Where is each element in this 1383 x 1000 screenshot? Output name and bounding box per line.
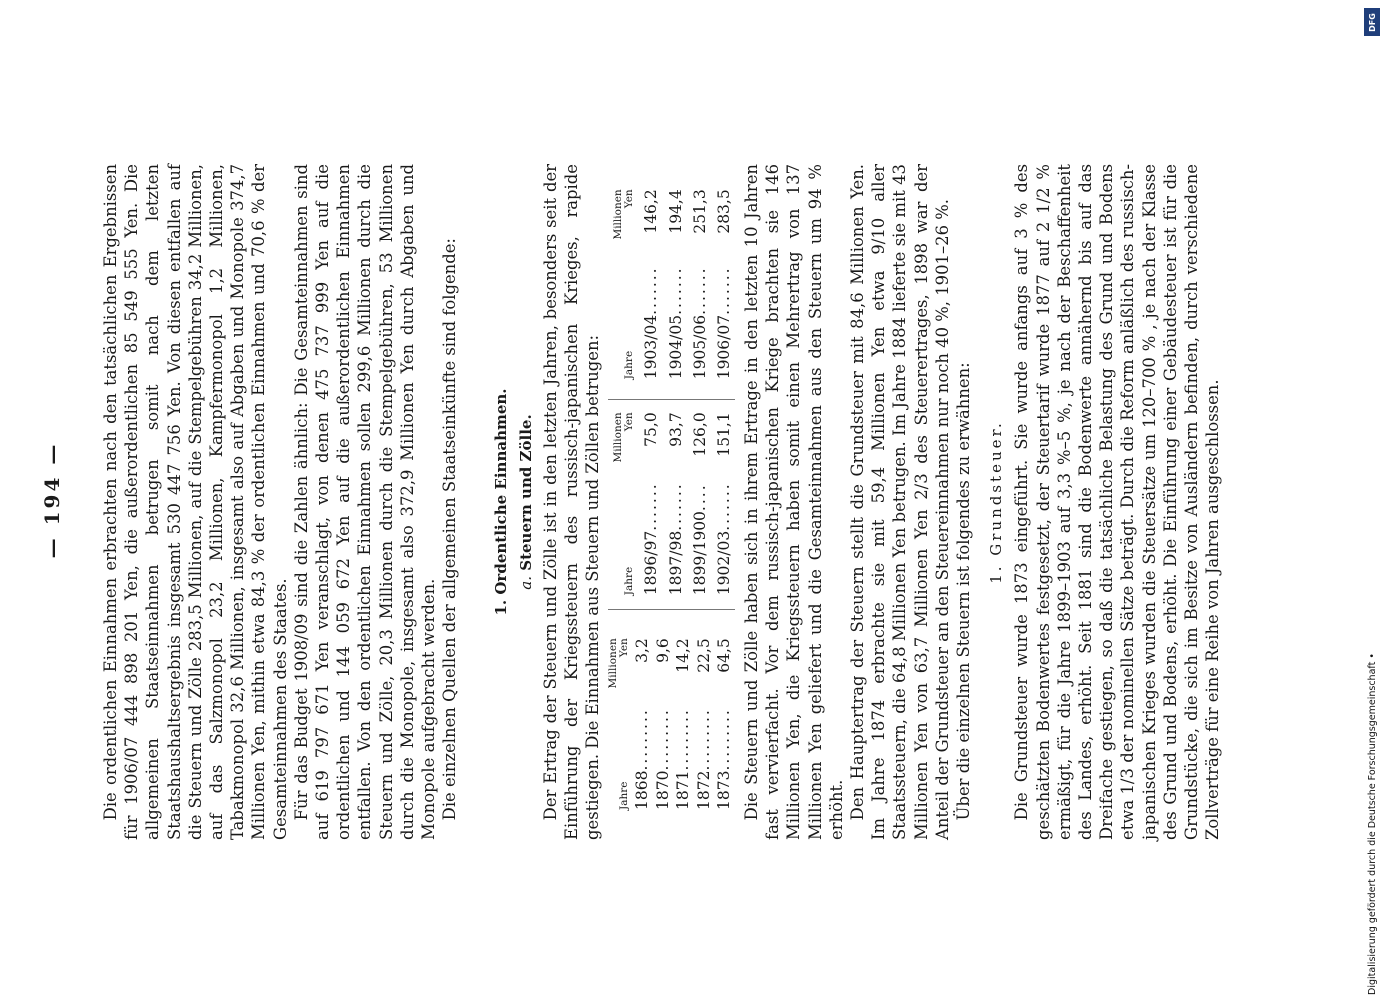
- column-header-value: Millionen Yen: [612, 412, 636, 463]
- table-row: 1873......... 64,5: [714, 626, 735, 810]
- year-cell: 1904/05: [666, 314, 685, 380]
- year-cell: 1868: [633, 770, 652, 810]
- value-cell: 14,2: [674, 638, 693, 673]
- value-cell: 283,5: [715, 189, 734, 234]
- subsection-title: Steuern und Zölle.: [516, 414, 535, 571]
- paragraph: Der Ertrag der Steuern und Zölle ist in den letzten Jahren, besonders seit der Einführung der Kriegssteuern des russisch-japanischen Krieges, rapide gestiegen. Die Einnahmen aus Steuern und Zöllen betrugen:: [540, 164, 603, 840]
- table-row: 1899/1900.... 126,0: [686, 400, 710, 610]
- table-row: 1868......... 3,2: [632, 626, 653, 810]
- column-header-value: Millionen Yen: [607, 638, 631, 689]
- section-heading: 1. Ordentliche Einnahmen.: [492, 388, 511, 616]
- paragraph: Über die einzelnen Steuern ist folgendes zu erwähnen:: [954, 362, 973, 821]
- digitization-credit: [1362, 0, 1383, 1000]
- year-cell: 1899/1900: [690, 511, 709, 596]
- paragraph: Für das Budget 1908/09 sind die Zahlen ähnlich: Die Gesamteinnahmen sind auf 619 797 671 Yen veranschlagt, von denen 475 737 999 Yen auf die ordentlichen und 144 059 672 Yen auf die außerordentlichen Einnahmen entfallen. Von den ordentlichen Einnahmen sollen 299,6 Millionen durch die Steuern und Zölle, 20,3 Millionen durch die Stempelgebühren, 53 Millionen durch die Monopole, insgesamt also 372,9 Millionen Yen durch Abgaben und Monopole aufgebracht werden.: [291, 164, 439, 840]
- year-cell: 1903/04: [642, 314, 661, 380]
- credit-text: Digitalisierung gefördert durch die Deutsche Forschungsgemeinschaft •: [1367, 653, 1378, 995]
- paragraph: Die Steuern und Zölle haben sich in ihrem Ertrage in den letzten 10 Jahren fast vervierfacht. Vor dem russisch-japanischen Kriege brachten sie 146 Millionen Yen, die Kriegssteuern haben somit einen Mehrertrag von 137 Millionen Yen geliefert und die Gesamteinnahmen aus den Steuern um 94 % erhöht.: [741, 164, 846, 840]
- table-row: 1906/07....... 283,5: [710, 177, 735, 383]
- revenue-table: [608, 399, 735, 610]
- table-row: 1871......... 14,2: [673, 626, 694, 810]
- column-header-year: Jahre: [618, 781, 631, 810]
- value-cell: 9,6: [653, 638, 672, 663]
- subsection-label: a.: [516, 575, 535, 590]
- column-header-year: Jahre: [623, 350, 636, 380]
- column-header-value: Millionen Yen: [612, 189, 636, 240]
- value-cell: 194,4: [666, 189, 685, 234]
- table-row: 1903/04....... 146,2: [637, 177, 661, 383]
- page-number: — 194 —: [40, 441, 64, 559]
- value-cell: 251,3: [690, 189, 709, 234]
- year-cell: 1872: [694, 770, 713, 810]
- revenue-tables: [608, 164, 735, 810]
- value-cell: 22,5: [694, 638, 713, 673]
- paragraph: Die ordentlichen Einnahmen erbrachten nach den tatsächlichen Ergebnissen für 1906/07 444 898 201 Yen, die außerordentlichen 85 549 555 Yen. Die allgemeinen Staatseinnahmen betrugen somit nach dem letzten Staatshaushaltsergebnis insgesamt 530 447 756 Yen. Von diesen entfallen auf die Steuern und Zölle 283,5 Millionen, auf die Stempelgebühren 34,2 Millionen, auf das Salzmonopol 23,2 Millionen, Kampfermonopol 1,2 Millionen, Tabakmonopol 32,6 Millionen, insgesamt also auf Abgaben und Monopole 374,7 Millionen Yen, mithin etwa 84,3 % der ordentlichen Einnahmen und 70,6 % der Gesamteinnahmen des Staates.: [101, 164, 290, 840]
- year-cell: 1905/06: [690, 314, 709, 380]
- tax-heading: 1. Grundsteuer.: [987, 420, 1006, 584]
- column-header-year: Jahre: [623, 566, 636, 596]
- dfg-logo: DFG: [1364, 8, 1380, 36]
- paragraph: Die einzelnen Quellen der allgemeinen Staatseinkünfte sind folgende:: [440, 238, 460, 821]
- table-row: 1897/98....... 93,7: [662, 400, 686, 610]
- value-cell: 64,5: [715, 638, 734, 673]
- value-cell: 151,1: [715, 412, 734, 457]
- year-cell: 1871: [674, 770, 693, 810]
- table-row: 1905/06....... 251,3: [686, 177, 710, 383]
- table-row: 1896/97....... 75,0: [637, 400, 661, 610]
- table-row: 1872......... 22,5: [694, 626, 715, 810]
- table-row: 1902/03....... 151,1: [710, 400, 735, 610]
- year-cell: 1906/07: [715, 314, 734, 380]
- value-cell: 75,0: [642, 412, 661, 447]
- year-cell: 1902/03: [715, 530, 734, 596]
- table-row: 1904/05....... 194,4: [662, 177, 686, 383]
- page-body: [100, 164, 1223, 840]
- value-cell: 146,2: [642, 189, 661, 234]
- year-cell: 1897/98: [666, 530, 685, 596]
- table-row: 1870......... 9,6: [653, 626, 674, 810]
- value-cell: 126,0: [690, 412, 709, 457]
- revenue-table: [608, 626, 735, 810]
- subsection-heading: [516, 164, 537, 840]
- paragraph: Den Hauptertrag der Steuern stellt die Grundsteuer mit 84,6 Millionen Yen. Im Jahre 1874 erbrachte sie mit 59,4 Millionen Yen etwa 9/10 aller Staatssteuern, die 64,8 Millionen Yen betrugen. Im Jahre 1884 lieferte sie mit 43 Millionen Yen von 63,7 Millionen Yen 2/3 des Steuerertrages, 1898 war der Anteil der Grundsteuer an den Steuereinnahmen nur noch 40 %, 1901–26 %.: [847, 164, 952, 840]
- value-cell: 3,2: [633, 638, 652, 663]
- paragraph: Die Grundsteuer wurde 1873 eingeführt. Sie wurde anfangs auf 3 % des geschätzten Bodenwertes festgesetzt, der Steuertarif wurde 1877 auf 2 1/2 % ermäßigt, für die Jahre 1899–1903 auf 3,3 %–5 %, je nach der Beschaffenheit des Landes, erhöht. Seit 1881 sind die Bodenwerte annähernd bis auf das Dreifache gestiegen, so daß die tatsächliche Belastung des Grund und Bodens etwa 1/3 der nominellen Sätze beträgt. Durch die Reform anläßlich des russisch-japanischen Krieges wurden die Steuersätze um 120–700 % , je nach der Klasse des Grund und Bodens, erhöht. Die Einführung einer Gebäudesteuer ist für die Grundstücke, die sich im Besitze von Ausländern befinden, durch verschiedene Zollverträge für eine Reihe von Jahren ausgeschlossen.: [1012, 164, 1223, 840]
- year-cell: 1870: [653, 770, 672, 810]
- value-cell: 93,7: [666, 412, 685, 447]
- year-cell: 1896/97: [642, 530, 661, 596]
- year-cell: 1873: [715, 770, 734, 810]
- revenue-table: [608, 177, 735, 383]
